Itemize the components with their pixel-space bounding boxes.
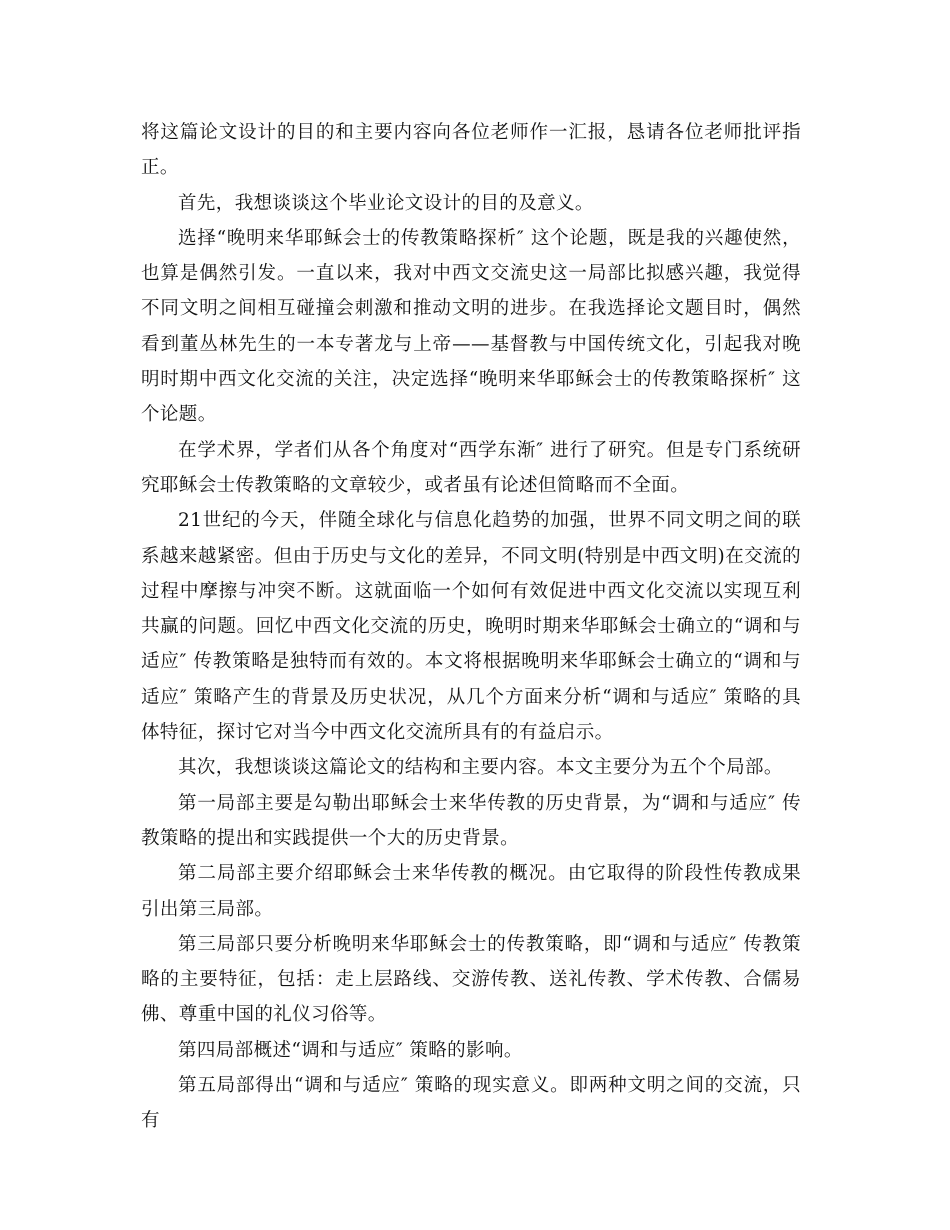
paragraph-part-four: 第四局部概述“调和与适应″ 策略的影响。 <box>178 1039 523 1061</box>
paragraph-continuation: 将这篇论文设计的目的和主要内容向各位老师作一汇报，恳请各位老师批评指正。 <box>141 122 801 179</box>
paragraph-part-one: 第一局部主要是勾勒出耶稣会士来华传教的历史背景，为“调和与适应″ 传教策略的提出和实践提供一个大的历史背景。 <box>141 792 801 849</box>
paragraph-topic-choice: 选择“晚明来华耶稣会士的传教策略探析″ 这个论题，既是我的兴趣使然，也算是偶然引发。一直以来，我对中西文交流史这一局部比拟感兴趣，我觉得不同文明之间相互碰撞会刺激和推动文明的进步。在我选择论文题目时，偶然看到董丛林先生的一本专著龙与上帝——基督教与中国传统文化，引起我对晚明时期中西文化交流的关注，决定选择“晚明来华耶稣会士的传教策略探析″ 这个论题。 <box>141 227 801 426</box>
paragraph-structure-intro: 其次，我想谈谈这篇论文的结构和主要内容。本文主要分为五个个局部。 <box>178 757 783 779</box>
document-page <box>141 115 801 1139</box>
paragraph-academic-field: 在学术界，学者们从各个角度对“西学东渐″ 进行了研究。但是专门系统研究耶稣会士传教策略的文章较少，或者虽有论述但简略而不全面。 <box>141 439 801 496</box>
paragraph-significance: 21世纪的今天，伴随全球化与信息化趋势的加强，世界不同文明之间的联系越来越紧密。但由于历史与文化的差异，不同文明(特别是中西文明)在交流的过程中摩擦与冲突不断。这就面临一个如何有效促进中西文化交流以实现互利共赢的问题。回忆中西文化交流的历史，晚明时期来华耶稣会士确立的“调和与适应″ 传教策略是独特而有效的。本文将根据晚明来华耶稣会士确立的“调和与适应″ 策略产生的背景及历史状况，从几个方面来分析“调和与适应″ 策略的具体特征，探讨它对当今中西文化交流所具有的有益启示。 <box>141 510 801 744</box>
paragraph-part-three: 第三局部只要分析晚明来华耶稣会士的传教策略，即“调和与适应″ 传教策略的主要特征，包括：走上层路线、交游传教、送礼传教、学术传教、合儒易佛、尊重中国的礼仪习俗等。 <box>141 933 801 1026</box>
paragraph-part-two: 第二局部主要介绍耶稣会士来华传教的概况。由它取得的阶段性传教成果引出第三局部。 <box>141 863 801 920</box>
paragraph-part-five: 第五局部得出“调和与适应″ 策略的现实意义。即两种文明之间的交流，只有 <box>141 1075 801 1132</box>
paragraph-purpose-intro: 首先，我想谈谈这个毕业论文设计的目的及意义。 <box>178 192 594 214</box>
